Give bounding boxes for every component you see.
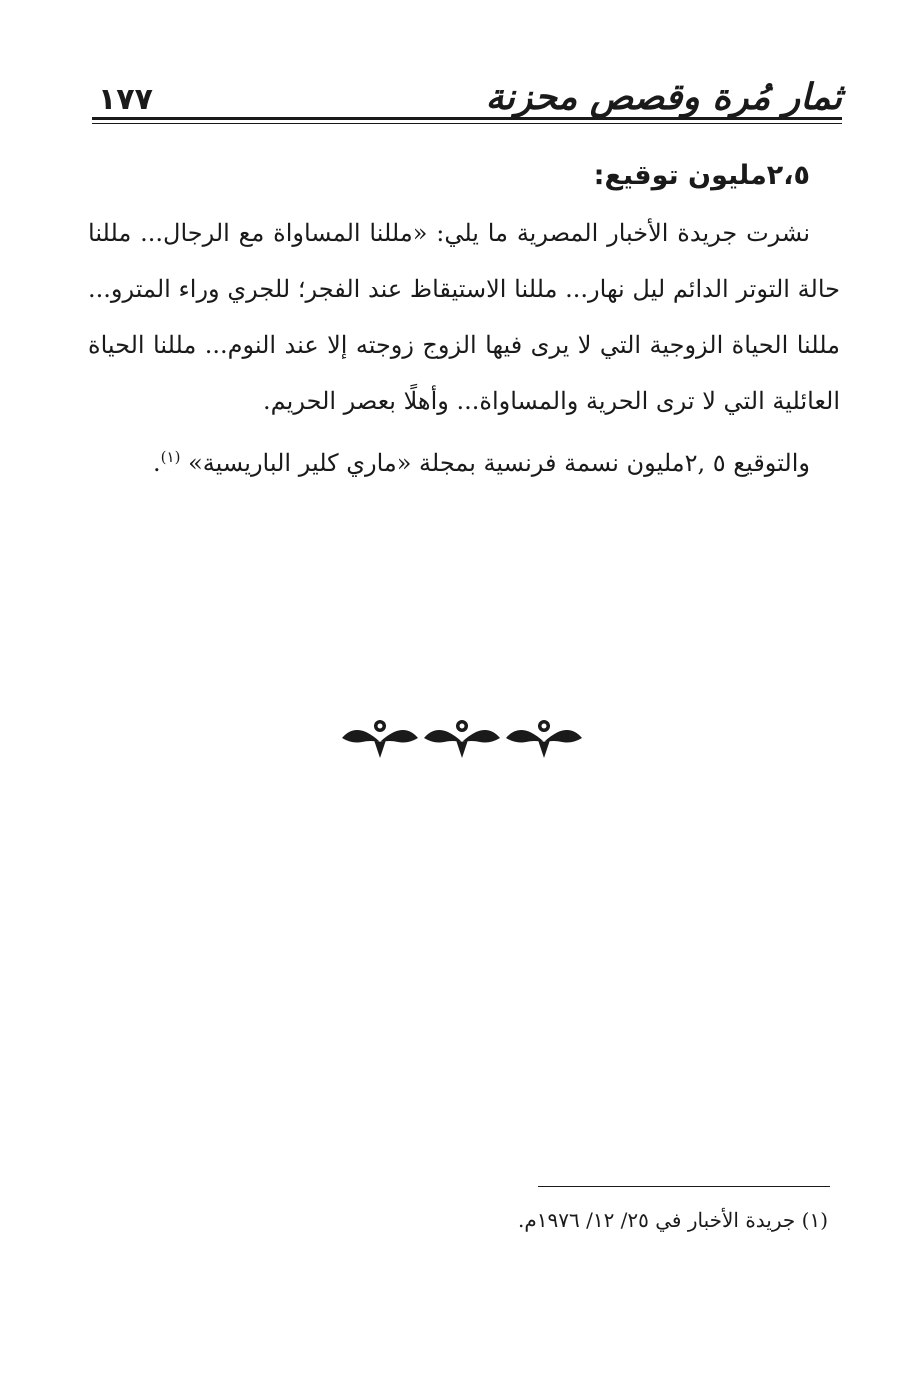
- paragraph-2-end: .: [153, 449, 161, 477]
- body-paragraph-2: [88, 429, 840, 491]
- body-paragraph-1: نشرت جريدة الأخبار المصرية ما يلي: «مللنا المساواة مع الرجال... مللنا حالة التوتر الدائم ليل نهار... مللنا الاستيقاظ عند الفجر؛ للجري وراء المترو... مللنا الحياة الزوجية التي لا يرى فيها الزوج زوجته إلا عند النوم... مللنا الحياة العائلية التي لا ترى الحرية والمساواة... وأهلًا بعصر الحريم.: [88, 219, 841, 415]
- header-rule-thin: [92, 123, 842, 124]
- page-number: ١٧٧: [98, 82, 153, 117]
- footnote-rule: [538, 1186, 830, 1187]
- book-title: ثمار مُرة وقصص محزنة: [485, 76, 842, 118]
- header-rule: [92, 117, 842, 120]
- section-heading: ٢،٥مليون توقيع:: [593, 160, 810, 191]
- paragraph-2-text: والتوقيع ٥ ,٢مليون نسمة فرنسية بمجلة «ماري كلير الباريسية»: [180, 449, 810, 477]
- floral-ornament-icon: [340, 712, 584, 762]
- footnote-reference: (١): [160, 448, 181, 466]
- footnote: (١) جريدة الأخبار في ٢٥/ ١٢/ ١٩٧٦م.: [518, 1208, 828, 1232]
- ornament-motif-1: [342, 720, 418, 758]
- ornament-motif-2: [424, 720, 500, 758]
- page-content: [88, 160, 840, 491]
- running-header: [92, 72, 842, 130]
- ornament-motif-3: [506, 720, 582, 758]
